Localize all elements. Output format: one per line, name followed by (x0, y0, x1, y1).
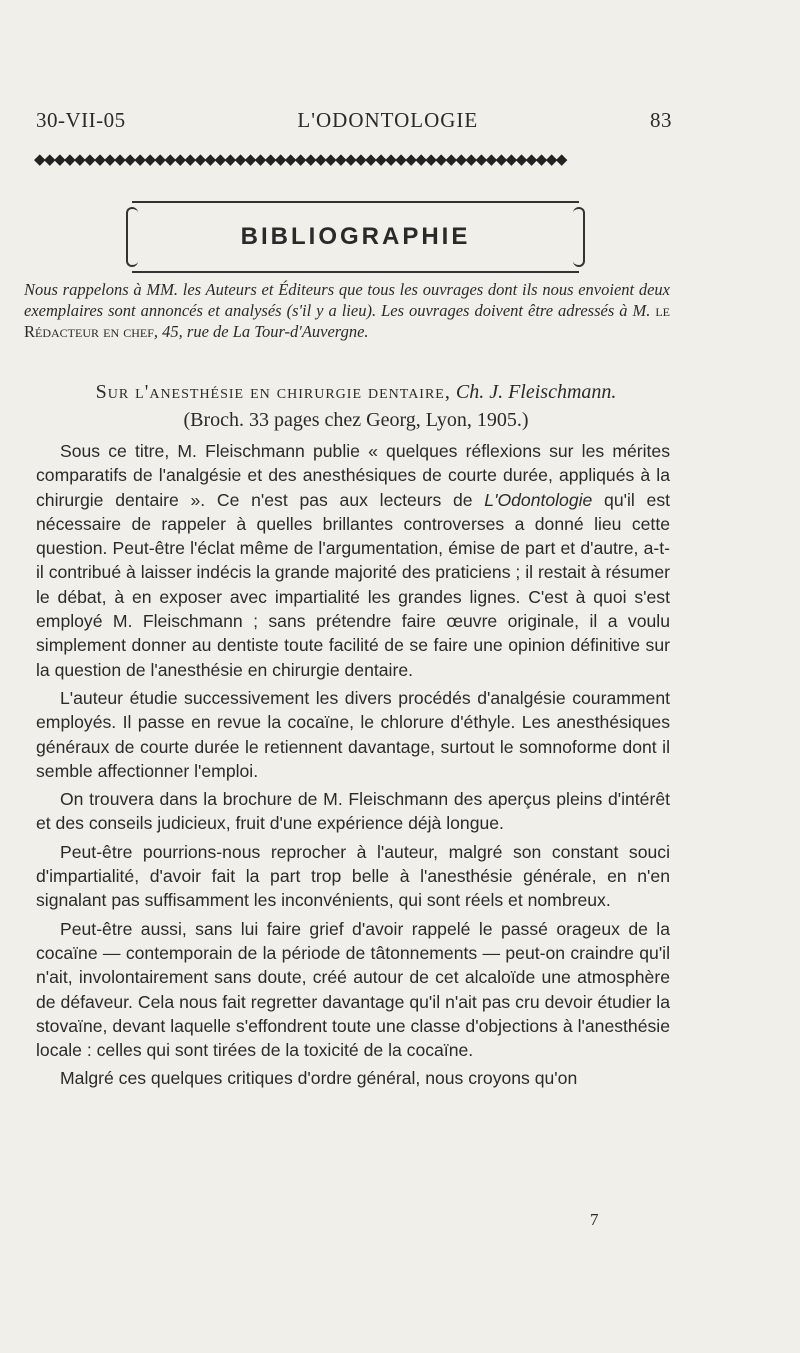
paragraph-3: On trouvera dans la brochure de M. Fleischmann des aperçus pleins d'intérêt et des conseils judicieux, fruit d'une expérience déjà longue. (36, 789, 670, 834)
paragraph-6: Malgré ces quelques critiques d'ordre général, nous croyons qu'on (60, 1068, 578, 1089)
notice-text-1: Nous rappelons à MM. les Auteurs et Éditeurs que tous les ouvrages dont ils nous envoient deux exemplaires sont annoncés et analysés (s'il y a lieu). Les ouvrages doivent être adressés à M. (24, 280, 670, 320)
paragraph-1-text-a: Sous ce titre, M. Fleischmann publie « quelques réflexions sur les mérites comparatifs de l'analgésie et des anesthésiques de courte durée, appliqués à la chirurgie dentaire ». Ce n'est pas aux lecteurs de (36, 441, 670, 510)
left-brace-ornament (126, 207, 138, 267)
issue-date: 30-VII-05 (36, 108, 126, 132)
paragraph-1 (36, 439, 670, 682)
page-number: 83 (649, 108, 672, 132)
paragraph-2: L'auteur étudie successivement les divers procédés d'analgésie couramment employés. Il passe en revue la cocaïne, le chlorure d'éthyle. Les anesthésiques généraux de courte durée le retiennent davantage, surtout le somnoforme dont il semble affectionner l'emploi. (36, 687, 670, 781)
section-heading-frame (132, 201, 579, 273)
article-publication: (Broch. 33 pages chez Georg, Lyon, 1905.) (183, 409, 529, 431)
paragraph-5: Peut-être aussi, sans lui faire grief d'avoir rappelé le passé orageux de la cocaïne — contemporain de la période de tâtonnements — peut-on craindre qu'il n'ait, involontairement sans doute, créé autour de cet alcaloïde une atmosphère de défaveur. Cela nous fait regretter davantage qu'il n'ait pas cru devoir étudier la stovaïne, devant laquelle s'effondrent toute une classe d'objections à l'anesthésie locale : celles qui sont tirées de la toxicité de la cocaïne. (36, 918, 670, 1061)
journal-name: L'ODONTOLOGIE (297, 108, 479, 132)
paragraph-1-text-b: qu'il est nécessaire de rappeler à quelles brillantes controverses a donné lieu cette question. Peut-être l'éclat même de l'argumentation, émise de part et d'autre, a-t-il contribué à laisser indécis la grande majorité des praticiens ; il restait à résumer le débat, à en exposer avec impartialité les grandes lignes. C'est à quoi s'est employé M. Fleischmann ; sans prétendre faire œuvre originale, il a voulu simplement donner au dentiste toute facilité de se faire une opinion définitive sur la question de l'anesthésie en chirurgie dentaire. (36, 489, 670, 680)
notice-text-2: , 45, rue de La Tour-d'Auvergne. (153, 322, 369, 341)
running-head (36, 108, 672, 133)
notice-recipient: le Rédacteur en chef (24, 301, 670, 341)
signature-mark: 7 (590, 1210, 599, 1229)
article-title-line (36, 378, 676, 406)
journal-title-reference: L'Odontologie (484, 489, 593, 510)
right-brace-ornament (573, 207, 585, 267)
editorial-notice (24, 279, 670, 342)
article-author: Ch. J. Fleischmann. (455, 381, 617, 403)
article-subject: Sur l'anesthésie en chirurgie dentaire, (95, 381, 451, 403)
paragraph-4: Peut-être pourrions-nous reprocher à l'auteur, malgré son constant souci d'impartialité, d'avoir fait la part trop belle à l'anesthésie générale, en n'en signalant pas suffisamment les inconvénients, qui sont réels et nombreux. (36, 841, 670, 911)
review-body (36, 439, 670, 1095)
article-title (36, 378, 676, 434)
section-heading: BIBLIOGRAPHIE (240, 223, 471, 250)
ornamental-rule: ◆◆◆◆◆◆◆◆◆◆◆◆◆◆◆◆◆◆◆◆◆◆◆◆◆◆◆◆◆◆◆◆◆◆◆◆◆◆◆◆◆◆◆◆◆◆◆◆◆◆◆◆◆ (34, 152, 566, 168)
